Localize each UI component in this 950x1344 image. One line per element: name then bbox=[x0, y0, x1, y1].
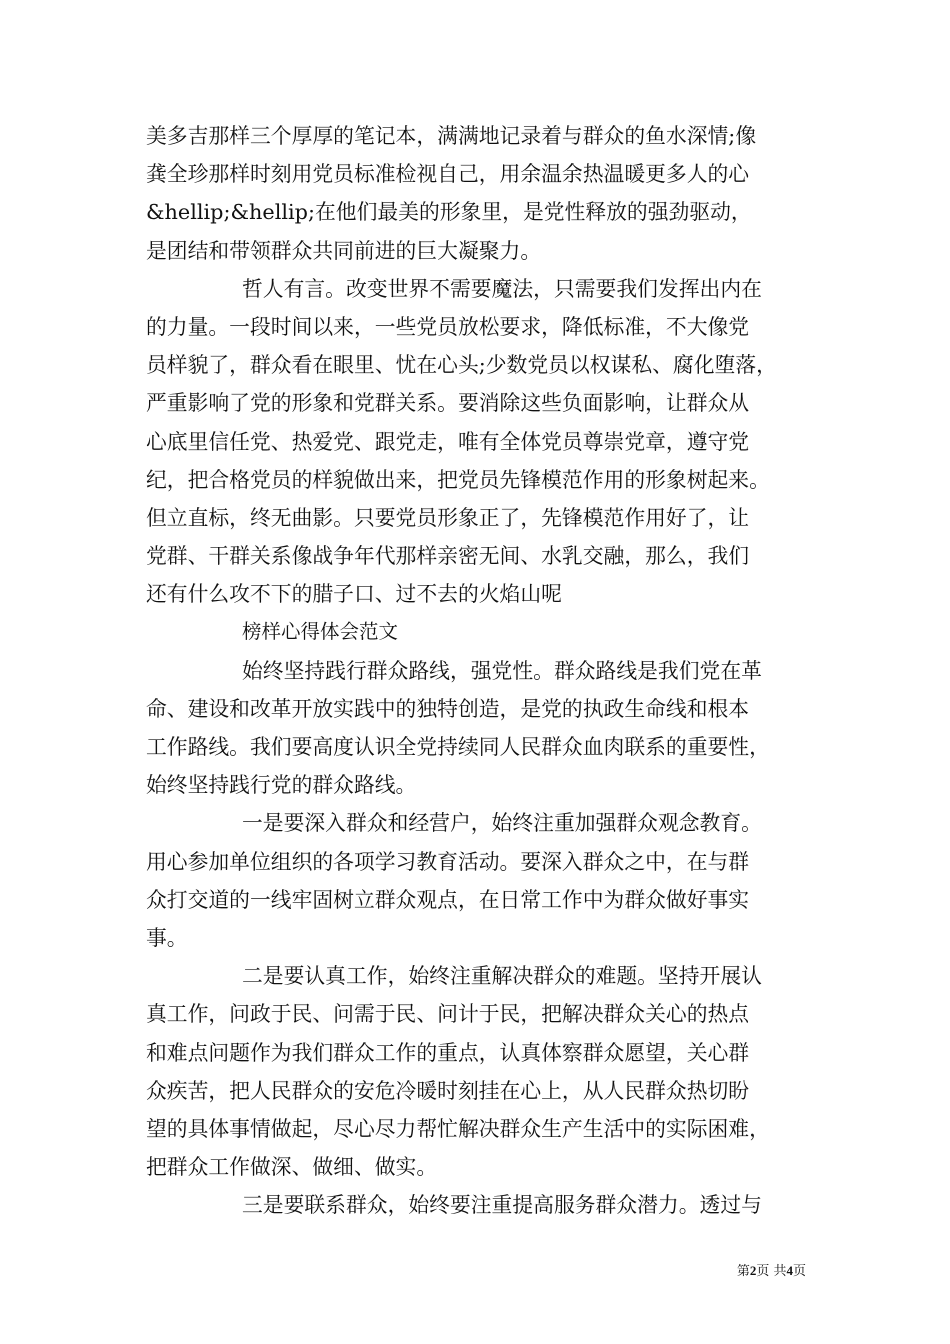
text-line: 员样貌了，群众看在眼里、忧在心头;少数党员以权谋私、腐化堕落， bbox=[146, 353, 777, 378]
page-footer bbox=[0, 1260, 806, 1279]
text-line: 还有什么攻不下的腊子口、过不去的火焰山呢 bbox=[146, 582, 562, 607]
text-line: 的力量。一段时间以来，一些党员放松要求，降低标准，不大像党 bbox=[146, 314, 750, 339]
paragraph-start: 始终坚持践行群众路线，强党性。群众路线是我们党在革 bbox=[242, 658, 762, 683]
paragraph-start: 二是要认真工作，始终注重解决群众的难题。坚持开展认 bbox=[242, 964, 762, 989]
text-line: 纪，把合格党员的样貌做出来，把党员先锋模范作用的形象树起来。 bbox=[146, 467, 770, 492]
text-line: 始终坚持践行党的群众路线。 bbox=[146, 773, 417, 798]
text-line: 心底里信任党、热爱党、跟党走，唯有全体党员尊崇党章，遵守党 bbox=[146, 429, 750, 454]
text-line: 命、建设和改革开放实践中的独特创造，是党的执政生命线和根本 bbox=[146, 696, 750, 721]
text-line: 但立直标，终无曲影。只要党员形象正了，先锋模范作用好了，让 bbox=[146, 505, 750, 530]
text-line: &hellip;&hellip;在他们最美的形象里，是党性释放的强劲驱动， bbox=[146, 200, 752, 225]
text-line: 党群、干群关系像战争年代那样亲密无间、水乳交融，那么，我们 bbox=[146, 544, 750, 569]
text-line: 工作路线。我们要高度认识全党持续同人民群众血肉联系的重要性， bbox=[146, 735, 770, 759]
text-line: 用心参加单位组织的各项学习教育活动。要深入群众之中，在与群 bbox=[146, 849, 750, 874]
text-line: 美多吉那样三个厚厚的笔记本，满满地记录着与群众的鱼水深情;像 bbox=[146, 124, 757, 148]
paragraph-start: 一是要深入群众和经营户，始终注重加强群众观念教育。 bbox=[242, 811, 762, 836]
text-line: 和难点问题作为我们群众工作的重点，认真体察群众愿望，关心群 bbox=[146, 1040, 750, 1065]
text-line: 严重影响了党的形象和党群关系。要消除这些负面影响，让群众从 bbox=[146, 391, 750, 416]
footer-prefix: 第 bbox=[736, 1264, 750, 1279]
text-line: 是团结和带领群众共同前进的巨大凝聚力。 bbox=[146, 238, 542, 263]
paragraph-start: 哲人有言。改变世界不需要魔法，只需要我们发挥出内在 bbox=[242, 276, 762, 301]
text-line: 众打交道的一线牢固树立群众观点，在日常工作中为群众做好事实 bbox=[146, 887, 750, 912]
section-title: 榜样心得体会范文 bbox=[242, 620, 399, 644]
text-line: 龚全珍那样时刻用党员标准检视自己，用余温余热温暖更多人的心 bbox=[146, 162, 750, 187]
current-page-number: 2 bbox=[749, 1263, 757, 1278]
text-line: 事。 bbox=[146, 925, 188, 950]
footer-middle: 页 共 bbox=[756, 1264, 787, 1279]
footer-suffix: 页 bbox=[792, 1264, 806, 1279]
text-line: 众疾苦，把人民群众的安危冷暖时刻挂在心上，从人民群众热切盼 bbox=[146, 1078, 750, 1103]
text-line: 把群众工作做深、做细、做实。 bbox=[146, 1155, 438, 1180]
paragraph-start: 三是要联系群众，始终要注重提高服务群众潜力。透过与 bbox=[242, 1193, 762, 1218]
total-page-number: 4 bbox=[786, 1263, 793, 1278]
text-line: 望的具体事情做起，尽心尽力帮忙解决群众生产生活中的实际困难， bbox=[146, 1116, 770, 1141]
text-line: 真工作，问政于民、问需于民、问计于民，把解决群众关心的热点 bbox=[146, 1002, 750, 1027]
body-text bbox=[146, 117, 826, 1224]
